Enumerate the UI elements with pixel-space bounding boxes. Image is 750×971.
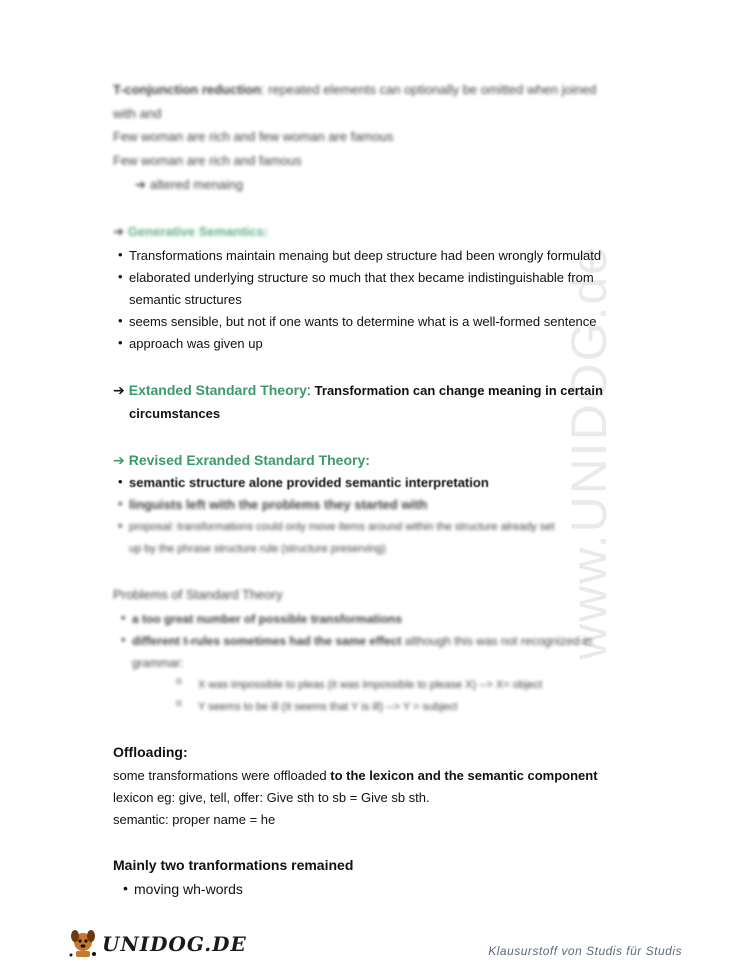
- list-item: semantic structures: [129, 292, 242, 307]
- bullet: o: [176, 698, 182, 709]
- altered-meaning-line: ➔ altered menaing: [135, 177, 244, 192]
- list-item: grammar:: [132, 656, 184, 670]
- extended-theory-line: ➔ Extanded Standard Theory: Transformation can change meaning in certain: [113, 382, 603, 398]
- example-line: Few woman are rich and famous: [113, 153, 302, 168]
- bullet: •: [118, 313, 123, 328]
- footer-tagline: Klausurstoff von Studis für Studis: [488, 944, 682, 958]
- bullet: •: [118, 269, 123, 284]
- conjunction-reduction-cont: with and: [113, 106, 162, 121]
- list-item: approach was given up: [129, 336, 263, 351]
- list-item: up by the phrase structure rule (structure preserving): [129, 543, 386, 555]
- list-item: elaborated underlying structure so much that thex became indistinguishable from: [129, 270, 594, 285]
- sub-item: Y seems to be ill (It seems that Y is ill) --> Y = subject: [198, 701, 458, 713]
- bullet: •: [118, 247, 123, 262]
- list-item: Transformations maintain menaing but deep structure had been wrongly formulatd: [129, 248, 602, 263]
- bullet: •: [121, 632, 126, 647]
- bullet: •: [121, 610, 126, 625]
- arrow-icon: ➔: [113, 224, 124, 239]
- arrow-icon: ➔: [113, 382, 125, 398]
- list-item: seems sensible, but not if one wants to determine what is a well-formed sentence: [129, 314, 597, 329]
- bullet: o: [176, 676, 182, 687]
- example-line: Few woman are rich and few woman are famous: [113, 129, 394, 144]
- offloading-line: semantic: proper name = he: [113, 812, 276, 827]
- conjunction-reduction-line: T-conjunction reduction: repeated elements can optionally be omitted when joined: [113, 82, 597, 97]
- bullet: •: [118, 496, 123, 511]
- bullet: •: [118, 335, 123, 350]
- list-item: semantic structure alone provided semantic interpretation: [129, 475, 489, 490]
- extended-theory-cont: circumstances: [129, 406, 221, 421]
- watermark: www.UNIDOG.de: [561, 245, 617, 660]
- unidog-logo: [68, 928, 247, 960]
- problems-heading: Problems of Standard Theory: [113, 587, 283, 602]
- dog-mascot-icon: [68, 928, 98, 960]
- sub-item: X was impossible to pleas (it was impossible to please X) --> X= object: [198, 679, 543, 691]
- list-item: different t-rules sometimes had the same effect although this was not recognized in: [132, 634, 593, 648]
- bullet: •: [118, 474, 123, 489]
- offloading-heading: Offloading:: [113, 744, 188, 760]
- generative-heading: ➔ Generative Semantics:: [113, 224, 269, 239]
- list-item: moving wh-words: [134, 881, 243, 897]
- bullet: •: [118, 518, 123, 533]
- offloading-line: lexicon eg: give, tell, offer: Give sth to sb = Give sb sth.: [113, 790, 430, 805]
- logo-text: UNIDOG.DE: [102, 932, 247, 956]
- arrow-icon: ➔: [113, 452, 125, 468]
- bullet: •: [123, 880, 128, 896]
- list-item: linguists left with the problems they started with: [129, 497, 428, 512]
- list-item: a too great number of possible transformations: [132, 612, 403, 626]
- remained-heading: Mainly two tranformations remained: [113, 857, 354, 873]
- list-item: proposal: transformations could only move items around within the structure already set: [129, 521, 555, 533]
- offloading-line: some transformations were offloaded to the lexicon and the semantic component: [113, 768, 598, 783]
- revised-theory-heading: ➔ Revised Exranded Standard Theory:: [113, 452, 370, 468]
- arrow-icon: ➔: [135, 177, 146, 192]
